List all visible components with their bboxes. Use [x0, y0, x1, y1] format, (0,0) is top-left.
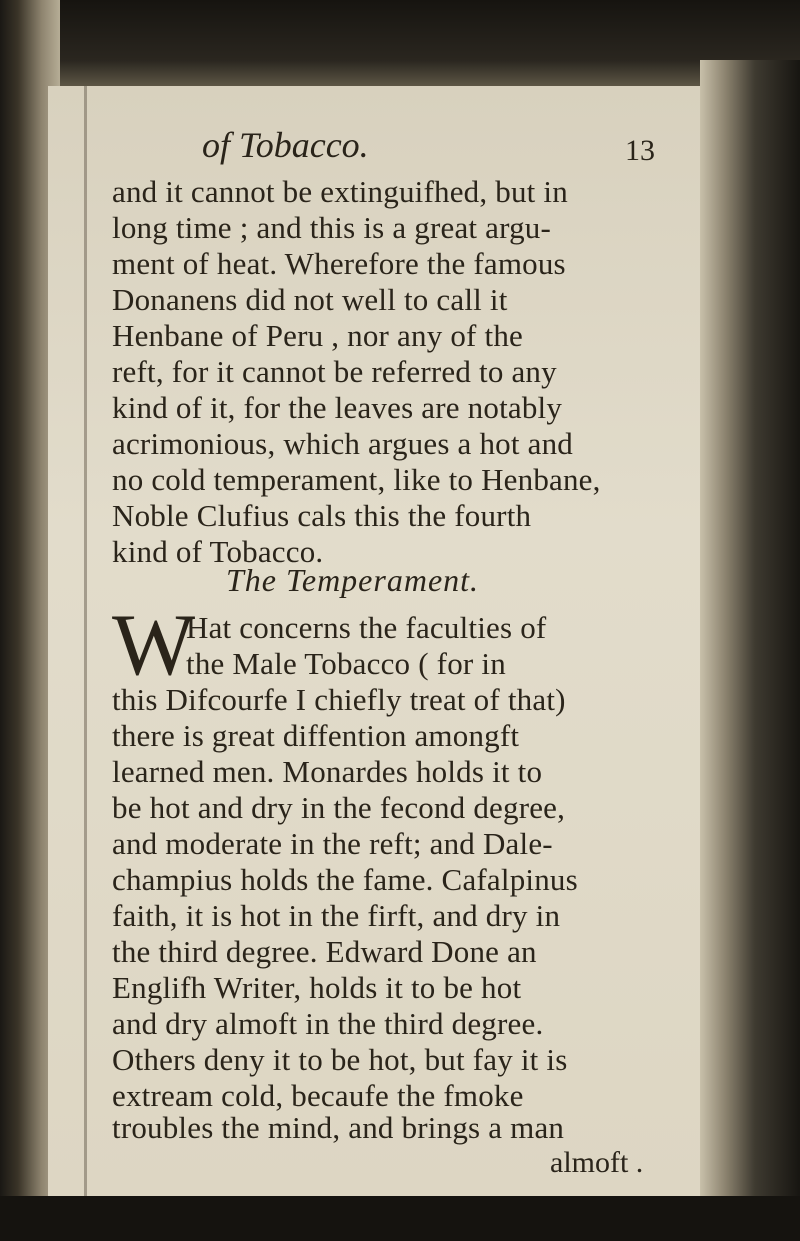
- scan-top-background: [60, 0, 800, 86]
- text-line: faith, it is hot in the firft, and dry in: [112, 898, 561, 933]
- text-line: ment of heat. Wherefore the famous: [112, 246, 566, 281]
- text-line: this Difcourfe I chiefly treat of that): [112, 682, 566, 717]
- text-line: no cold temperament, like to Henbane,: [112, 462, 601, 497]
- text-line: Others deny it to be hot, but fay it is: [112, 1042, 568, 1077]
- text-line: Noble Clufius cals this the fourth: [112, 498, 532, 533]
- drop-cap: W: [112, 597, 196, 694]
- scan-bottom-background: [0, 1196, 800, 1241]
- text-line: be hot and dry in the fecond degree,: [112, 790, 566, 825]
- text-line: extream cold, becaufe the fmoke: [112, 1078, 524, 1113]
- text-line: acrimonious, which argues a hot and: [112, 426, 573, 461]
- text-line: and it cannot be extinguifhed, but in: [112, 174, 568, 209]
- text-line: troubles the mind, and brings a man: [112, 1110, 565, 1145]
- text-line: Henbane of Peru , nor any of the: [112, 318, 523, 353]
- text-line: Hat concerns the faculties of: [186, 610, 547, 645]
- text-line: and dry almoft in the third degree.: [112, 1006, 544, 1041]
- text-line: long time ; and this is a great argu-: [112, 210, 552, 245]
- text-line: the Male Tobacco ( for in: [186, 646, 506, 681]
- running-head: of Tobacco.: [202, 125, 369, 165]
- page-fore-edge: [700, 60, 800, 1241]
- text-line: there is great diffention amongft: [112, 718, 520, 753]
- text-line: reft, for it cannot be referred to any: [112, 354, 557, 389]
- text-line: kind of it, for the leaves are notably: [112, 390, 563, 425]
- text-line: the third degree. Edward Done an: [112, 934, 537, 969]
- catchword: almoft .: [550, 1146, 644, 1179]
- text-line: champius holds the fame. Cafalpinus: [112, 862, 578, 897]
- page-gutter-line: [84, 86, 87, 1196]
- section-heading: The Temperament.: [226, 562, 480, 598]
- text-line: Donanens did not well to call it: [112, 282, 508, 317]
- text-line: kind of Tobacco.: [112, 534, 324, 569]
- text-line: learned men. Monardes holds it to: [112, 754, 543, 789]
- text-line: and moderate in the reft; and Dale-: [112, 826, 553, 861]
- text-line: Englifh Writer, holds it to be hot: [112, 970, 522, 1005]
- page-number: 13: [625, 134, 655, 167]
